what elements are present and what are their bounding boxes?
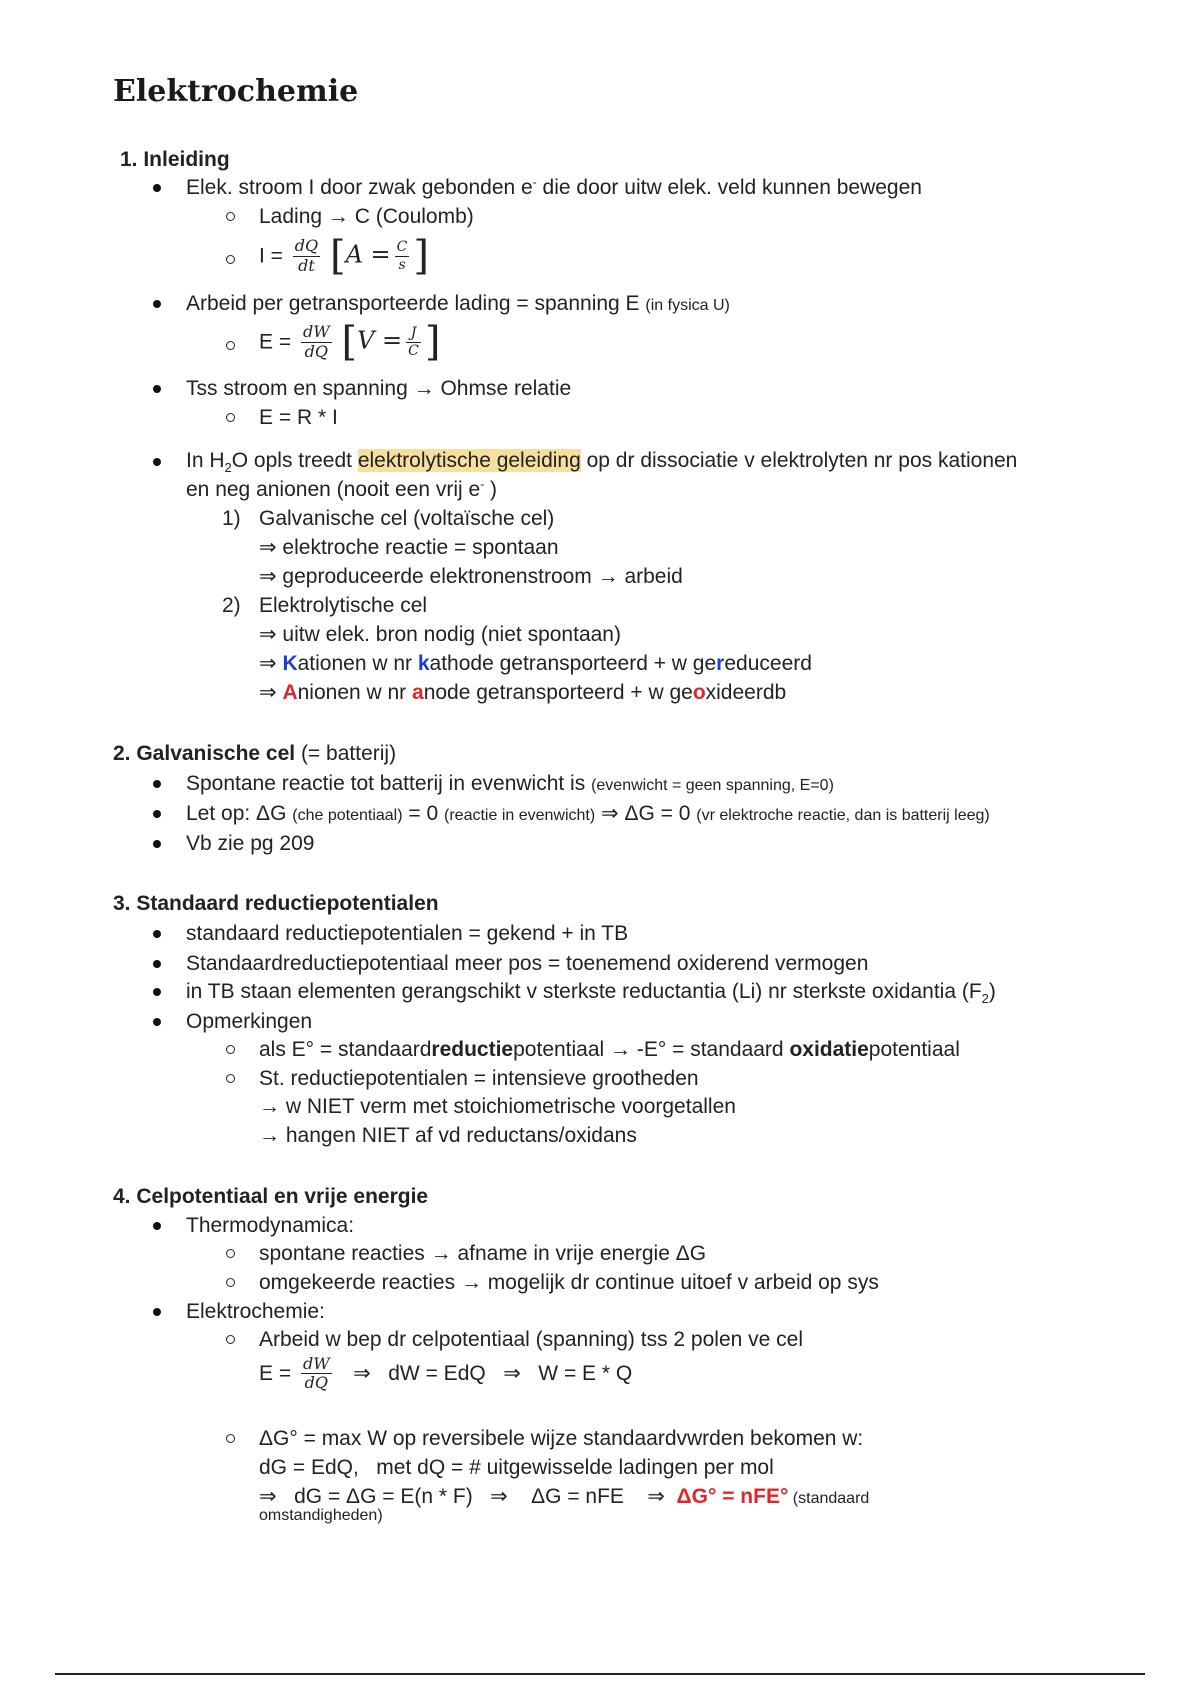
s4-bullet-2-sub-1: Arbeid w bep dr celpotentiaal (spanning) tss 2 polen ve cel (259, 1328, 803, 1351)
bullet-icon (153, 1222, 161, 1230)
bullet-icon (153, 840, 161, 848)
s4-bullet-2-sub-2-line-2: dG = EdQ, met dQ = # uitgewisselde ladingen per mol (259, 1456, 774, 1479)
circle-bullet-icon (226, 255, 235, 264)
numbered-item-2-c: ⇒ Anionen w nr anode getransporteerd + w geoxideerdb (259, 681, 787, 704)
voltage-formula: E = $\frac{dW}{dQ}$ [V = $\frac{J}{C}$ ] (259, 319, 441, 365)
circle-bullet-icon (226, 1434, 235, 1443)
ohm-formula: E = R * I (259, 406, 338, 429)
circle-bullet-icon (226, 1335, 235, 1344)
s3-bullet-1: standaard reductiepotentialen = gekend + in TB (186, 922, 629, 945)
current-formula: I = $\frac{dQ}{dt}$ [A = $\frac{C}{s}$ ] (259, 233, 429, 279)
page-title: Elektrochemie (113, 74, 359, 109)
bullet-icon (153, 300, 161, 308)
section-4-heading: 4. Celpotentiaal en vrije energie (113, 1185, 429, 1208)
section-1-heading: 1. Inleiding (120, 148, 230, 171)
numbered-item-2-b: ⇒ Kationen w nr kathode getransporteerd + w gereduceerd (259, 652, 812, 675)
numbered-label-1: 1) (222, 507, 241, 530)
s4-bullet-2-sub-2-line-3: ⇒ dG = ΔG = E(n * F) ⇒ ΔG = nFE ⇒ ΔG° = nFE° (standaard (259, 1485, 870, 1508)
section-2-heading: 2. Galvanische cel (= batterij) (113, 742, 397, 765)
circle-bullet-icon (226, 341, 235, 350)
numbered-item-2: Elektrolytische cel (259, 594, 428, 617)
s4-bullet-1-sub-1: spontane reacties → afname in vrije energie ΔG (259, 1242, 707, 1265)
bullet-icon (153, 810, 161, 818)
bullet-icon (153, 385, 161, 393)
bullet-icon (153, 988, 161, 996)
s3-remark-2-b: → hangen NIET af vd reductans/oxidans (259, 1124, 637, 1147)
numbered-label-2: 2) (222, 594, 241, 617)
s1-bullet-2: Arbeid per getransporteerde lading = spanning E (in fysica U) (186, 292, 730, 315)
s3-bullet-2: Standaardreductiepotentiaal meer pos = toenemend oxiderend vermogen (186, 952, 869, 975)
s1-bullet-4: In $H_2O$ opls treedt elektrolytische geleiding op dr dissociatie v elektrolyten nr pos kationen (186, 449, 1018, 476)
circle-bullet-icon (226, 413, 235, 422)
numbered-item-2-a: ⇒ uitw elek. bron nodig (niet spontaan) (259, 623, 621, 646)
numbered-item-1-a: ⇒ elektroche reactie = spontaan (259, 536, 559, 559)
numbered-item-1: Galvanische cel (voltaïsche cel) (259, 507, 555, 530)
page-bottom-divider (55, 1673, 1145, 1675)
circle-bullet-icon (226, 1045, 235, 1054)
s1-bullet-1-sub-1: Lading → C (Coulomb) (259, 205, 474, 228)
section-3-heading: 3. Standaard reductiepotentialen (113, 892, 439, 915)
bullet-icon (153, 458, 161, 466)
circle-bullet-icon (226, 1278, 235, 1287)
s3-bullet-3: in TB staan elementen gerangschikt v sterkste reductantia (Li) nr sterkste oxidantia $(F_2)$ (186, 980, 996, 1007)
bullet-icon (153, 930, 161, 938)
bullet-icon (153, 1308, 161, 1316)
s2-bullet-3: Vb zie pg 209 (186, 832, 315, 855)
circle-bullet-icon (226, 1074, 235, 1083)
s1-bullet-3: Tss stroom en spanning → Ohmse relatie (186, 377, 572, 400)
s4-bullet-1: Thermodynamica: (186, 1214, 355, 1237)
s3-bullet-4: Opmerkingen (186, 1010, 313, 1033)
s3-remark-1: als E° = standaardreductiepotentiaal → -E° = standaard oxidatiepotentiaal (259, 1038, 960, 1061)
numbered-item-1-b: ⇒ geproduceerde elektronenstroom → arbeid (259, 565, 683, 588)
s3-remark-2-a: → w NIET verm met stoichiometrische voorgetallen (259, 1095, 736, 1118)
s2-bullet-2: Let op: ΔG (che potentiaal) = 0 (reactie in evenwicht) ⇒ ΔG = 0 (vr elektroche reactie, dan is batterij leeg) (186, 802, 990, 825)
work-formula: E = $\frac{dW}{dQ}$ ⇒ dW = EdQ ⇒ W = E * Q (259, 1354, 633, 1393)
bullet-icon (153, 1018, 161, 1026)
s1-bullet-4-line-2: en neg anionen (nooit een vrij e- ) (186, 477, 498, 501)
s1-bullet-1: Elek. stroom I door zwak gebonden e- die door uitw elek. veld kunnen bewegen (186, 175, 922, 199)
s4-bullet-2: Elektrochemie: (186, 1300, 325, 1323)
s4-bullet-1-sub-2: omgekeerde reacties → mogelijk dr continue uitoef v arbeid op sys (259, 1271, 879, 1294)
s4-bullet-2-sub-2: ΔG° = max W op reversibele wijze standaardvwrden bekomen w: (259, 1427, 864, 1450)
bullet-icon (153, 184, 161, 192)
bullet-icon (153, 960, 161, 968)
circle-bullet-icon (226, 1249, 235, 1258)
circle-bullet-icon (226, 212, 235, 221)
s3-remark-2: St. reductiepotentialen = intensieve grootheden (259, 1067, 699, 1090)
s2-bullet-1: Spontane reactie tot batterij in evenwicht is (evenwicht = geen spanning, E=0) (186, 772, 834, 795)
bullet-icon (153, 780, 161, 788)
s4-bullet-2-sub-2-line-4: omstandigheden) (259, 1507, 383, 1524)
